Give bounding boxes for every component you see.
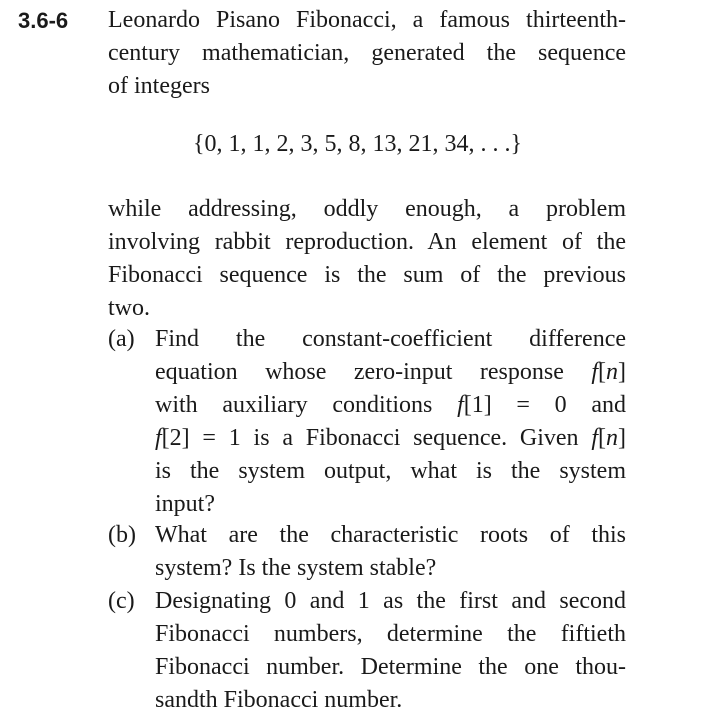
intro-line: Leonardo Pisano Fibonacci, a famous thirteenth-: [108, 7, 626, 33]
part-c-line: Designating 0 and 1 as the first and second: [155, 588, 626, 614]
intro-line: century mathematician, generated the sequence: [108, 40, 626, 66]
part-c-line: Fibonacci number. Determine the one thou-: [155, 654, 626, 680]
part-c-text: [155, 585, 626, 717]
problem-continuation: [108, 193, 626, 325]
problem-intro: [108, 4, 626, 103]
part-a-line: with auxiliary conditions f[1] = 0 and: [155, 392, 627, 418]
part-b-line: What are the characteristic roots of this: [155, 522, 626, 548]
part-a-text: [155, 323, 626, 521]
continuation-line: involving rabbit reproduction. An element of the: [108, 229, 626, 255]
part-a-label: (a): [108, 326, 135, 352]
part-c-line: Fibonacci numbers, determine the fiftieth: [155, 621, 626, 647]
continuation-line: two.: [108, 295, 150, 321]
continuation-line: while addressing, oddly enough, a problem: [108, 196, 626, 222]
part-a-line: f[2] = 1 is a Fibonacci sequence. Given f[n]: [155, 425, 626, 451]
problem-number: 3.6-6: [18, 8, 69, 33]
intro-line: of integers: [108, 73, 210, 99]
part-b-text: [155, 519, 626, 585]
part-b-line: system? Is the system stable?: [155, 555, 437, 581]
fibonacci-sequence: {0, 1, 1, 2, 3, 5, 8, 13, 21, 34, . . .}: [192, 131, 523, 157]
part-a-line: equation whose zero-input response f[n]: [155, 359, 626, 385]
part-c-label: (c): [108, 588, 135, 614]
part-c-line: sandth Fibonacci number.: [155, 687, 403, 713]
continuation-line: Fibonacci sequence is the sum of the previous: [108, 262, 626, 288]
part-b-label: (b): [108, 522, 136, 548]
part-a-line: input?: [155, 491, 215, 517]
part-a-line: Find the constant-coefficient difference: [155, 326, 626, 352]
part-a-line: is the system output, what is the system: [155, 458, 626, 484]
